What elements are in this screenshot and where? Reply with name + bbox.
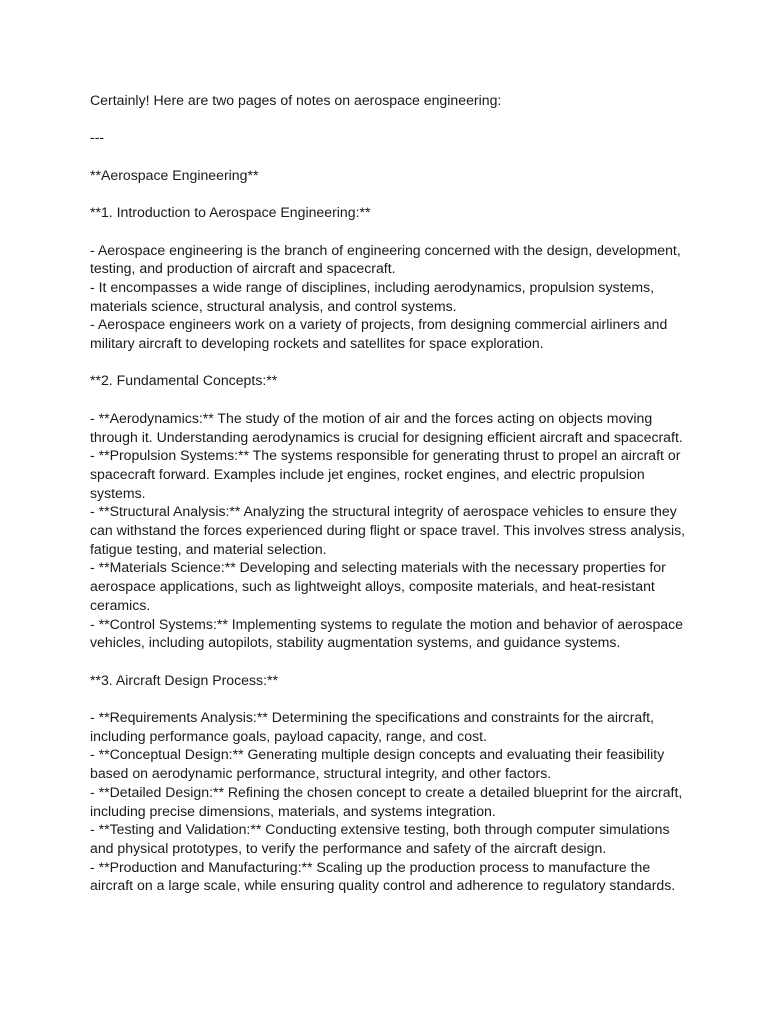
bullet-line: fatigue testing, and material selection. <box>90 540 327 557</box>
bullet-line: testing, and production of aircraft and spacecraft. <box>90 260 396 277</box>
bullet-line: - It encompasses a wide range of disciplines, including aerodynamics, propulsion systems, <box>90 278 655 295</box>
section-heading: **2. Fundamental Concepts:** <box>90 372 278 389</box>
bullet-line: spacecraft forward. Examples include jet engines, rocket engines, and electric propulsion <box>90 465 645 482</box>
section-body <box>90 241 690 353</box>
bullet-line: including precise dimensions, materials, and systems integration. <box>90 802 496 819</box>
bullet-line: and physical prototypes, to verify the performance and safety of the aircraft design. <box>90 840 607 856</box>
bullet-line: - **Production and Manufacturing:** Scaling up the production process to manufacture the <box>90 858 651 875</box>
document-title: **Aerospace Engineering** <box>90 166 259 183</box>
bullet-line: aircraft on a large scale, while ensuring quality control and adherence to regulatory standards. <box>90 877 676 894</box>
section-body <box>90 409 690 652</box>
bullet-line: systems. <box>90 484 146 501</box>
bullet-line: aerospace applications, such as lightweight alloys, composite materials, and heat-resistant <box>90 578 655 595</box>
bullet-line: - **Structural Analysis:** Analyzing the structural integrity of aerospace vehicles to ensure they <box>90 503 677 520</box>
bullet-line: military aircraft to developing rockets and satellites for space exploration. <box>90 335 544 352</box>
bullet-line: - **Propulsion Systems:** The systems responsible for generating thrust to propel an aircraft or <box>90 447 681 464</box>
bullet-line: ceramics. <box>90 596 151 613</box>
bullet-line: through it. Understanding aerodynamics is crucial for designing efficient aircraft and spacecraft. <box>90 428 683 445</box>
section-heading: **1. Introduction to Aerospace Engineering:** <box>90 204 371 221</box>
sections-container <box>90 203 690 895</box>
document-page <box>90 91 690 914</box>
bullet-line: - **Materials Science:** Developing and selecting materials with the necessary properties for <box>90 559 666 576</box>
bullet-line: - **Requirements Analysis:** Determining the specifications and constraints for the aircraft, <box>90 709 655 726</box>
bullet-line: - **Control Systems:** Implementing systems to regulate the motion and behavior of aerospace <box>90 615 684 632</box>
bullet-line: based on aerodynamic performance, structural integrity, and other factors. <box>90 765 552 782</box>
section-heading: **3. Aircraft Design Process:** <box>90 671 278 688</box>
bullet-line: - Aerospace engineering is the branch of engineering concerned with the design, development, <box>90 241 681 258</box>
bullet-line: - **Aerodynamics:** The study of the motion of air and the forces acting on objects moving <box>90 409 653 426</box>
bullet-line: vehicles, including autopilots, stability augmentation systems, and guidance systems. <box>90 634 621 651</box>
intro-text: Certainly! Here are two pages of notes on aerospace engineering: <box>90 92 502 108</box>
bullet-line: including performance goals, payload capacity, range, and cost. <box>90 727 487 744</box>
separator: --- <box>90 129 105 146</box>
section-body <box>90 708 690 895</box>
bullet-line: materials science, structural analysis, and control systems. <box>90 297 457 314</box>
bullet-line: can withstand the forces experienced during flight or space travel. This involves stress analysis, <box>90 522 686 539</box>
bullet-line: - Aerospace engineers work on a variety of projects, from designing commercial airliners and <box>90 316 668 333</box>
bullet-line: - **Testing and Validation:** Conducting extensive testing, both through computer simulations <box>90 821 670 838</box>
bullet-line: - **Detailed Design:** Refining the chosen concept to create a detailed blueprint for the aircraft, <box>90 783 683 800</box>
bullet-line: - **Conceptual Design:** Generating multiple design concepts and evaluating their feasibility <box>90 746 665 763</box>
